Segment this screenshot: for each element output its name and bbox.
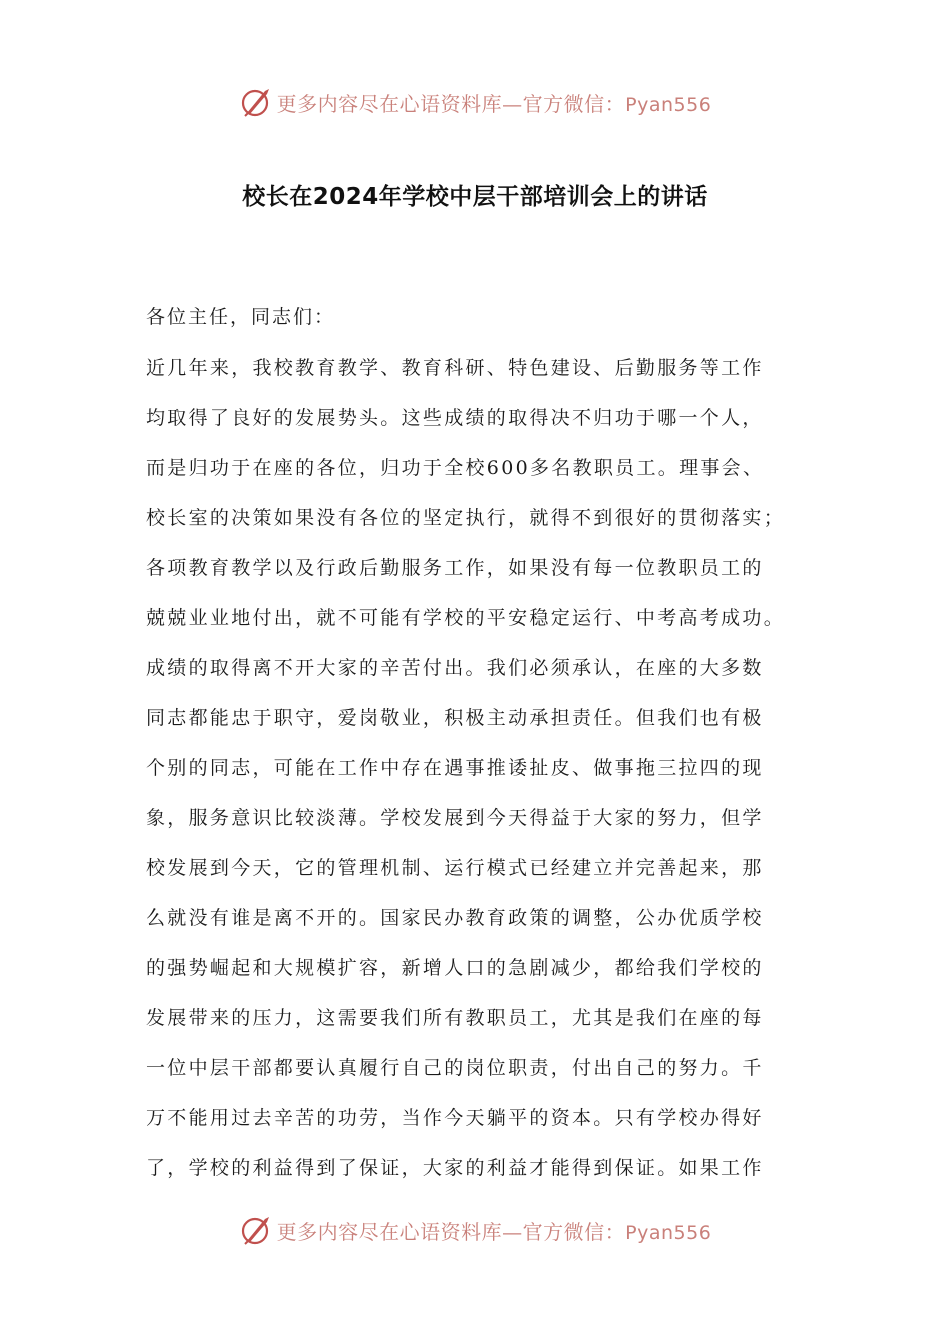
body-line: 成绩的取得离不开大家的辛苦付出。我们必须承认，在座的大多数 [146, 657, 764, 679]
header-watermark [0, 82, 950, 122]
body-line: 的强势崛起和大规模扩容，新增人口的急剧减少，都给我们学校的 [146, 957, 764, 979]
body-line: 发展带来的压力，这需要我们所有教职员工，尤其是我们在座的每 [146, 1007, 764, 1029]
body-line: 各项教育教学以及行政后勤服务工作，如果没有每一位教职员工的 [146, 557, 764, 579]
quill-pen-circle-icon [239, 1213, 273, 1247]
body-line: 校发展到今天，它的管理机制、运行模式已经建立并完善起来，那 [146, 857, 764, 879]
document-title: 校长在2024年学校中层干部培训会上的讲话 [242, 184, 708, 210]
body-line: 个别的同志，可能在工作中存在遇事推诿扯皮、做事拖三拉四的现 [146, 757, 764, 779]
body-text [146, 352, 836, 1202]
body-line: 么就没有谁是离不开的。国家民办教育政策的调整，公办优质学校 [146, 907, 764, 929]
footer-watermark [0, 1210, 950, 1250]
body-line: 同志都能忠于职守，爱岗敬业，积极主动承担责任。但我们也有极 [146, 707, 764, 729]
watermark-text: 更多内容尽在心语资料库—官方微信：Pyan556 [276, 91, 712, 116]
body-line: 校长室的决策如果没有各位的坚定执行，就得不到很好的贯彻落实； [146, 507, 786, 529]
body-line: 兢兢业业地付出，就不可能有学校的平安稳定运行、中考高考成功。 [146, 607, 786, 629]
body-line: 近几年来，我校教育教学、教育科研、特色建设、后勤服务等工作 [146, 357, 764, 379]
body-line: 万不能用过去辛苦的功劳，当作今天躺平的资本。只有学校办得好 [146, 1107, 764, 1129]
salutation: 各位主任，同志们： [146, 306, 336, 328]
body-line: 象，服务意识比较淡薄。学校发展到今天得益于大家的努力，但学 [146, 807, 764, 829]
body-line: 均取得了良好的发展势头。这些成绩的取得决不归功于哪一个人， [146, 407, 764, 429]
body-line: 一位中层干部都要认真履行自己的岗位职责，付出自己的努力。千 [146, 1057, 764, 1079]
body-line: 而是归功于在座的各位，归功于全校600多名教职员工。理事会、 [146, 457, 765, 479]
body-line: 了，学校的利益得到了保证，大家的利益才能得到保证。如果工作 [146, 1157, 764, 1179]
quill-pen-circle-icon [239, 85, 273, 119]
watermark-text: 更多内容尽在心语资料库—官方微信：Pyan556 [276, 1219, 712, 1244]
